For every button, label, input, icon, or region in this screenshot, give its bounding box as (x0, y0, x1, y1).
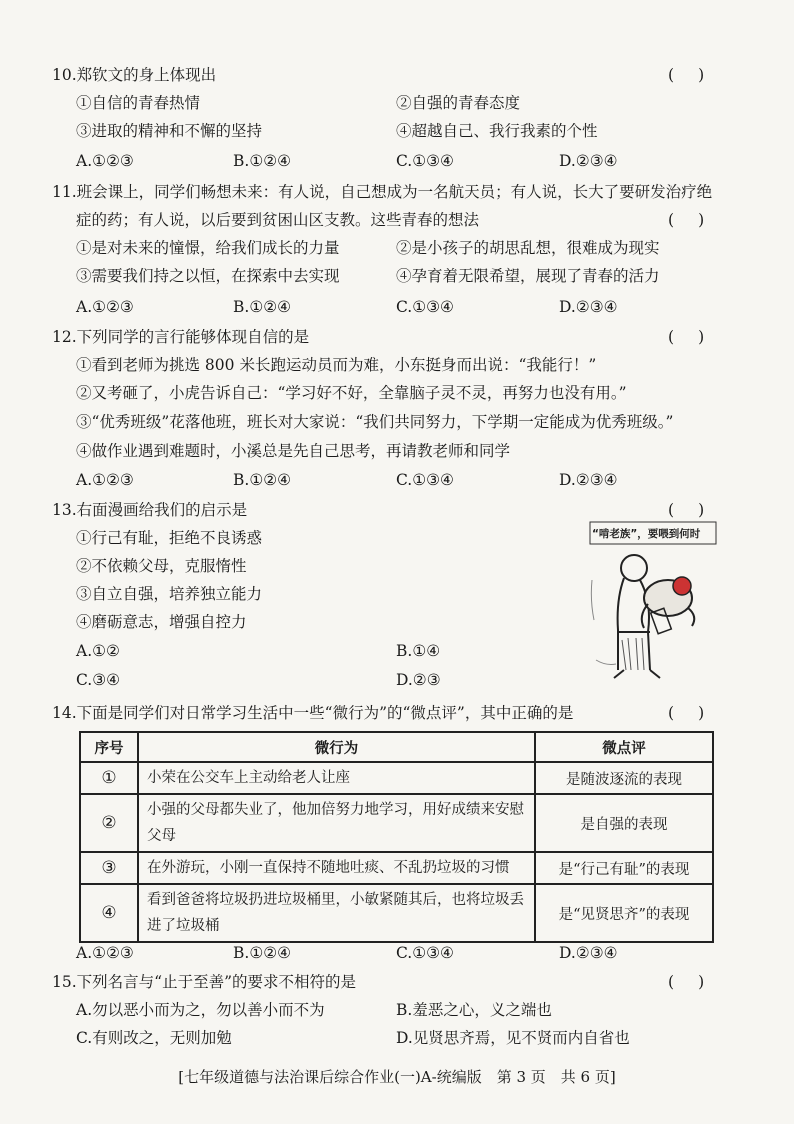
q14-choice-b[interactable]: B.①②④ (233, 944, 292, 962)
q13-item-3: ③自立自强，培养独立能力 (76, 585, 263, 603)
q15-stem: 15.下列名言与“止于至善”的要求不相符的是 (52, 973, 356, 991)
q12-answer-blank[interactable] (668, 327, 704, 347)
q12-item-1: ①看到老师为挑选 800 米长跑运动员而为难，小东挺身而出说：“我能行！” (76, 356, 597, 374)
q15-choice-c[interactable]: C.有则改之，无则加勉 (76, 1029, 232, 1047)
q13-stem: 13.右面漫画给我们的启示是 (52, 501, 248, 519)
row-behavior: 在外游玩，小刚一直保持不随地吐痰、不乱扔垃圾的习惯 (138, 852, 535, 884)
q14-answer-blank[interactable] (668, 703, 704, 723)
q10-item-3: ③进取的精神和不懈的坚持 (76, 122, 263, 140)
q15-answer-blank[interactable] (668, 972, 704, 992)
q12-choice-d[interactable]: D.②③④ (559, 471, 618, 489)
q12-item-2: ②又考砸了，小虎告诉自己：“学习好不好，全靠脑子灵不灵，再努力也没有用。” (76, 384, 627, 402)
q15-choice-b[interactable]: B.羞恶之心，义之端也 (396, 1001, 552, 1019)
q12-choice-c[interactable]: C.①③④ (396, 471, 454, 489)
row-number: ② (80, 794, 138, 852)
q13-choice-a[interactable]: A.①② (76, 642, 120, 660)
table-header-row (80, 732, 713, 762)
row-behavior: 小荣在公交车上主动给老人让座 (138, 762, 535, 794)
row-behavior: 小强的父母都失业了，他加倍努力地学习，用好成绩来安慰父母 (138, 794, 535, 852)
q12-choice-a[interactable]: A.①②③ (76, 471, 134, 489)
page-footer: [七年级道德与法治课后综合作业(一)A-统编版 第 3 页 共 6 页] (178, 1068, 616, 1086)
q14-stem: 14.下面是同学们对日常学习生活中一些“微行为”的“微点评”，其中正确的是 (52, 704, 574, 722)
q13-choice-b[interactable]: B.①④ (396, 642, 441, 660)
q11-choice-b[interactable]: B.①②④ (233, 298, 292, 316)
q10-choice-d[interactable]: D.②③④ (559, 152, 618, 170)
q15-choice-a[interactable]: A.勿以恶小而为之，勿以善小而不为 (76, 1001, 325, 1019)
q11-stem-line1: 11.班会课上，同学们畅想未来：有人说，自己想成为一名航天员；有人说，长大了要研发治疗绝 (52, 183, 713, 201)
row-number: ③ (80, 852, 138, 884)
q14-choice-c[interactable]: C.①③④ (396, 944, 454, 962)
q11-item-3: ③需要我们持之以恒，在探索中去实现 (76, 267, 340, 285)
row-comment: 是自强的表现 (535, 794, 713, 852)
q10-answer-blank[interactable] (668, 65, 704, 85)
q14-choice-d[interactable]: D.②③④ (559, 944, 618, 962)
q11-item-4: ④孕育着无限希望，展现了青春的活力 (396, 267, 660, 285)
q11-choice-d[interactable]: D.②③④ (559, 298, 618, 316)
q14-choice-a[interactable]: A.①②③ (76, 944, 134, 962)
row-number: ① (80, 762, 138, 794)
table-row (80, 794, 713, 852)
q11-stem-line2: 症的药；有人说，以后要到贫困山区支教。这些青春的想法 (76, 211, 480, 229)
q11-item-1: ①是对未来的憧憬，给我们成长的力量 (76, 239, 340, 257)
q10-item-4: ④超越自己、我行我素的个性 (396, 122, 598, 140)
q12-choice-b[interactable]: B.①②④ (233, 471, 292, 489)
q13-item-4: ④磨砺意志，增强自控力 (76, 613, 247, 631)
q10-item-2: ②自强的青春态度 (396, 94, 521, 112)
header-number: 序号 (80, 732, 138, 762)
table-row (80, 884, 713, 942)
header-comment: 微点评 (535, 732, 713, 762)
table-row (80, 852, 713, 884)
table-row (80, 762, 713, 794)
row-behavior: 看到爸爸将垃圾扔进垃圾桶里，小敏紧随其后，也将垃圾丢进了垃圾桶 (138, 884, 535, 942)
q10-choice-a[interactable]: A.①②③ (76, 152, 134, 170)
q10-item-1: ①自信的青春热情 (76, 94, 201, 112)
row-comment: 是“见贤思齐”的表现 (535, 884, 713, 942)
row-comment: 是“行己有耻”的表现 (535, 852, 713, 884)
q14-table (79, 731, 714, 943)
q12-item-4: ④做作业遇到难题时，小溪总是先自己思考，再请教老师和同学 (76, 442, 511, 460)
q15-choice-d[interactable]: D.见贤思齐焉，见不贤而内自省也 (396, 1029, 630, 1047)
q12-item-3: ③“优秀班级”花落他班，班长对大家说：“我们共同努力，下学期一定能成为优秀班级。” (76, 413, 674, 431)
q13-cartoon (588, 520, 718, 685)
q13-choice-d[interactable]: D.②③ (396, 671, 441, 689)
q10-choice-b[interactable]: B.①②④ (233, 152, 292, 170)
q10-choice-c[interactable]: C.①③④ (396, 152, 454, 170)
q12-stem: 12.下列同学的言行能够体现自信的是 (52, 328, 310, 346)
q11-choice-c[interactable]: C.①③④ (396, 298, 454, 316)
q10-stem: 10.郑钦文的身上体现出 (52, 66, 217, 84)
q13-item-1: ①行己有耻，拒绝不良诱惑 (76, 529, 263, 547)
row-number: ④ (80, 884, 138, 942)
cartoon-illustration (588, 520, 718, 685)
q13-choice-c[interactable]: C.③④ (76, 671, 121, 689)
q13-item-2: ②不依赖父母，克服惰性 (76, 557, 247, 575)
q13-answer-blank[interactable] (668, 500, 704, 520)
row-comment: 是随波逐流的表现 (535, 762, 713, 794)
header-behavior: 微行为 (138, 732, 535, 762)
cartoon-caption: “啃老族”，要喂到何时 (592, 528, 701, 540)
q11-item-2: ②是小孩子的胡思乱想，很难成为现实 (396, 239, 660, 257)
q11-choice-a[interactable]: A.①②③ (76, 298, 134, 316)
q11-answer-blank[interactable] (668, 210, 704, 230)
